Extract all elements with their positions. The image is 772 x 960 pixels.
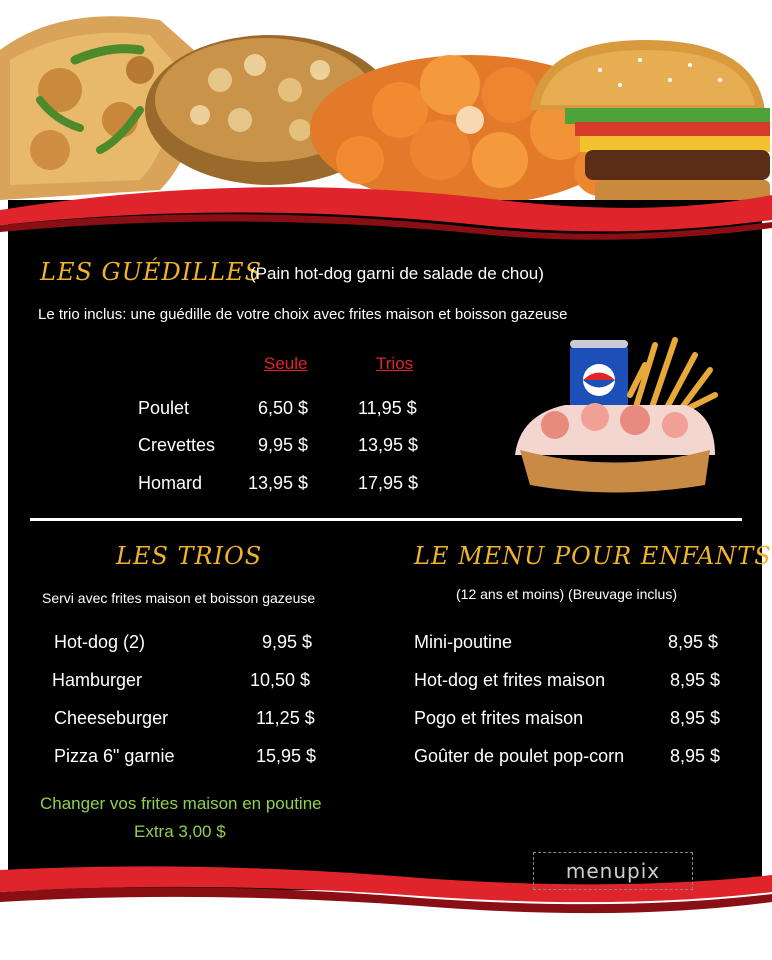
kids-menu-note: (12 ans et moins) (Breuvage inclus) <box>456 586 677 602</box>
kids-item-name: Hot-dog et frites maison <box>414 670 606 690</box>
guedille-trio-price: 13,95 $ <box>358 435 419 455</box>
trio-item-price: 9,95 $ <box>262 632 313 652</box>
guedille-single-price: 9,95 $ <box>258 435 309 455</box>
trio-item-name: Hot-dog (2) <box>54 632 146 652</box>
lobster-roll-trio-image <box>505 325 725 495</box>
kids-item-price: 8,95 $ <box>670 670 721 690</box>
kids-menu-title: LE MENU POUR ENFANTS <box>414 542 772 570</box>
section-divider <box>30 518 742 521</box>
trio-item-price: 10,50 $ <box>250 670 311 690</box>
guedille-single-price: 13,95 $ <box>248 473 309 493</box>
trio-item-name: Cheeseburger <box>54 708 169 728</box>
kids-item-name: Mini-poutine <box>414 632 513 652</box>
menupix-watermark: menupix <box>533 852 693 890</box>
guedille-item-name: Homard <box>138 473 203 493</box>
poutine-upgrade-price: Extra 3,00 $ <box>134 822 226 841</box>
kids-item-name: Goûter de poulet pop-corn <box>414 746 625 766</box>
trios-note: Servi avec frites maison et boisson gazeuse <box>42 590 316 606</box>
trios-title: LES TRIOS <box>116 542 263 570</box>
guedille-item-name: Crevettes <box>138 435 216 455</box>
kids-item-price: 8,95 $ <box>670 708 721 728</box>
guedille-single-price: 6,50 $ <box>258 398 309 418</box>
guedille-trio-price: 17,95 $ <box>358 473 419 493</box>
trio-item-price: 11,25 $ <box>256 708 315 728</box>
guedille-trio-price: 11,95 $ <box>358 398 417 418</box>
poutine-upgrade-note: Changer vos frites maison en poutine <box>40 794 322 813</box>
column-header-trio: Trios <box>376 354 414 373</box>
kids-item-price: 8,95 $ <box>668 632 719 652</box>
guedilles-note: Le trio inclus: une guédille de votre choix avec frites maison et boisson gazeuse <box>38 306 568 323</box>
guedilles-title: LES GUÉDILLES <box>40 258 263 286</box>
guedille-item-name: Poulet <box>138 398 190 418</box>
kids-item-name: Pogo et frites maison <box>414 708 584 728</box>
trio-item-name: Hamburger <box>52 670 143 690</box>
trio-item-price: 15,95 $ <box>256 746 317 766</box>
top-red-swoosh <box>0 170 772 250</box>
guedilles-subtitle: (Pain hot-dog garni de salade de chou) <box>250 264 544 283</box>
column-header-single: Seule <box>264 354 308 373</box>
trio-item-name: Pizza 6" garnie <box>54 746 175 766</box>
kids-item-price: 8,95 $ <box>670 746 721 766</box>
